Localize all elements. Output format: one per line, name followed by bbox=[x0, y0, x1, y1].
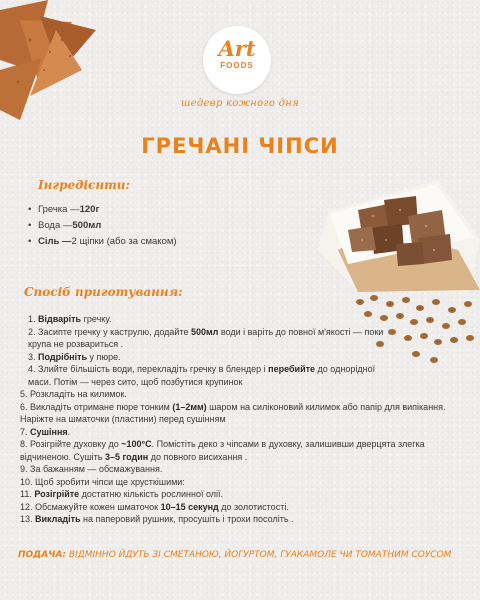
ingredients-list bbox=[28, 202, 177, 250]
step-item: 8. Розігрійте духовку до ~100°C. Помістіть деко з чіпсами в духовку, залишивши дверцята злегка відчиненою. Сушіть 3–5 годин до повного висихання . bbox=[20, 439, 425, 462]
method-heading: Спосіб приготування: bbox=[24, 285, 183, 299]
step-item: 10. Щоб зробити чіпси ще хрусткішими: bbox=[20, 476, 185, 487]
step-item: 6. Викладіть отримане пюре тонким (1–2мм) шаром на силіконовий килимок або папір для випікання. Наріжте на шматочки (пластини) перед сушінням bbox=[20, 401, 446, 424]
ingredients-heading: Інгредієнти: bbox=[38, 178, 130, 192]
buckwheat-chips-photo bbox=[318, 180, 480, 292]
step-item: 13. Викладіть на паперовий рушник, просушіть і трохи посоліть . bbox=[20, 514, 294, 524]
serving-label: ПОДАЧА: bbox=[18, 550, 67, 560]
ingredient-item: • Гречка — 120г bbox=[28, 204, 100, 215]
logo-text: Art bbox=[218, 36, 256, 61]
serving-suggestion bbox=[18, 550, 468, 560]
recipe-title: ГРЕЧАНІ ЧІПСИ bbox=[141, 134, 339, 158]
step-item: 1. Відваріть гречку. bbox=[28, 314, 112, 324]
serving-text: ВІДМІННО ЙДУТЬ ЗІ СМЕТАНОЮ, ЙОГУРТОМ, ГУАКАМОЛЕ ЧИ ТОМАТНИМ СОУСОМ bbox=[66, 550, 452, 560]
step-item: 2. Засипте гречку у каструлю, додайте 500мл води і варіть до повної м'якості — поки крупа не розвариться . bbox=[28, 326, 384, 349]
ingredient-item: • Сіль — 2 щіпки (або за смаком) bbox=[28, 236, 177, 247]
method-steps bbox=[20, 313, 460, 526]
step-item: 12. Обсмажуйте кожен шматочок 10–15 секунд до золотистості. bbox=[20, 501, 289, 512]
brand-tagline: шедевр кожного дня bbox=[180, 98, 300, 109]
step-item: 4. Злийте більшість води, перекладіть гречку в блендер і перебийте до однорідної маси. Потім — через сито, щоб позбутися крупинок bbox=[28, 364, 376, 387]
step-item: 7. Сушіння. bbox=[20, 426, 71, 437]
step-item: 3. Подрібніть у пюре. bbox=[28, 351, 121, 362]
art-foods-logo bbox=[203, 26, 271, 94]
step-item: 9. За бажанням — обсмажування. bbox=[20, 464, 163, 474]
logo-subtext: FOODS bbox=[220, 61, 254, 70]
tortilla-chips-image bbox=[0, 0, 120, 130]
ingredient-item: • Вода — 500мл bbox=[28, 220, 102, 231]
step-item: 5. Розкладіть на килимок. bbox=[20, 389, 127, 399]
step-item: 11. Розігрійте достатню кількість рослинної олії. bbox=[20, 489, 224, 499]
